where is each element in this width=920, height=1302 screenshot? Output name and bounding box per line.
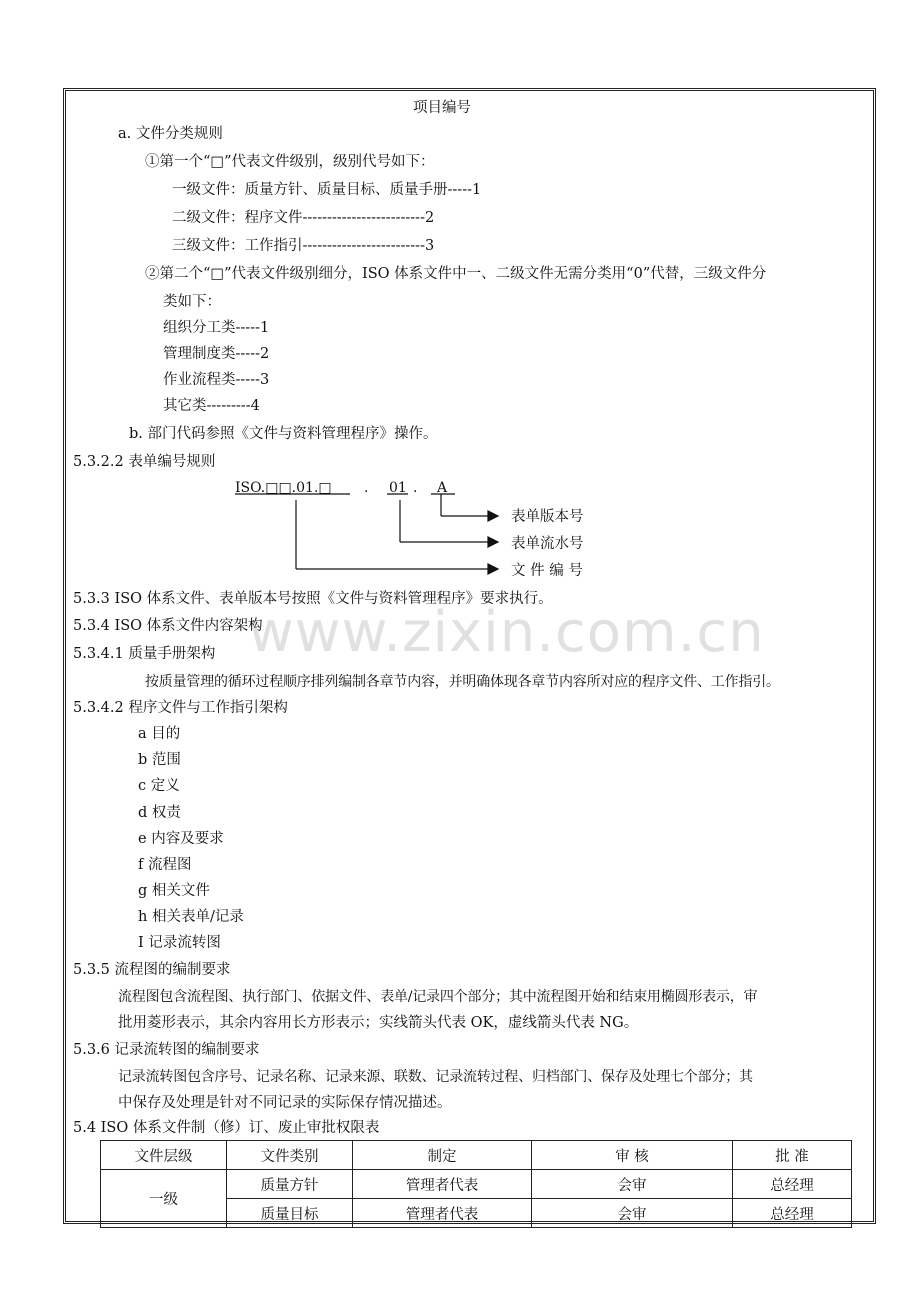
table-header-cell: 批 准 [733, 1141, 852, 1170]
table-cell: 总经理 [733, 1170, 852, 1199]
table-level-cell: 一级 [101, 1170, 227, 1228]
table-header-cell: 文件层级 [101, 1141, 227, 1170]
arrow-serial-icon [488, 537, 498, 547]
list-item: b 范围 [138, 752, 181, 768]
list-item: h 相关表单/记录 [138, 909, 244, 925]
form-dot-1: . [364, 480, 369, 496]
form-dot-2: . [413, 480, 418, 496]
table-cell: 管理者代表 [353, 1199, 532, 1228]
label-form-serial: 表单流水号 [511, 536, 584, 552]
table-cell: 会审 [532, 1199, 733, 1228]
approval-authority-table [100, 1140, 852, 1228]
a-heading: a. 文件分类规则 [118, 126, 223, 142]
section-535: 5.3.5 流程图的编制要求 [73, 962, 231, 978]
list-item: a 目的 [138, 726, 181, 742]
table-header-cell: 文件类别 [227, 1141, 353, 1170]
form-code-version: A [437, 480, 448, 496]
arrow-docno-icon [488, 564, 498, 574]
section-533: 5.3.3 ISO 体系文件、表单版本号按照《文件与资料管理程序》要求执行。 [73, 591, 553, 607]
level-2: 二级文件：程序文件-------------------------2 [172, 210, 435, 226]
table-header-row [101, 1141, 852, 1170]
section-5322: 5.3.2.2 表单编号规则 [73, 454, 216, 470]
watermark: www.zixin.com.cn [248, 600, 765, 665]
table-cell: 会审 [532, 1170, 733, 1199]
category-3: 作业流程类-----3 [163, 372, 270, 388]
section-5342: 5.3.4.2 程序文件与工作指引架构 [73, 700, 288, 716]
list-item: e 内容及要求 [138, 831, 224, 847]
category-1: 组织分工类-----1 [163, 320, 270, 336]
category-2: 管理制度类-----2 [163, 346, 270, 362]
label-doc-number: 文 件 编 号 [511, 563, 583, 579]
table-cell: 质量目标 [227, 1199, 353, 1228]
form-code-serial: 01 [389, 480, 407, 496]
rule-2-line1: ②第二个“□”代表文件级别细分，ISO 体系文件中一、二级文件无需分类用“0”代替，三级文件分 [145, 266, 767, 282]
table-cell: 总经理 [733, 1199, 852, 1228]
section-536-body-1: 记录流转图包含序号、记录名称、记录来源、联数、记录流转过程、归档部门、保存及处理七个部分；其 [118, 1069, 753, 1085]
level-1: 一级文件：质量方针、质量目标、质量手册-----1 [172, 182, 482, 198]
list-item: I 记录流转图 [138, 935, 221, 951]
rule-1: ①第一个“□”代表文件级别，级别代号如下： [145, 154, 435, 170]
level-3: 三级文件：工作指引-------------------------3 [172, 238, 435, 254]
section-536: 5.3.6 记录流转图的编制要求 [73, 1042, 260, 1058]
table-cell: 管理者代表 [353, 1170, 532, 1199]
label-form-version: 表单版本号 [511, 509, 584, 525]
form-code-prefix: ISO.□□.01.□ [235, 480, 332, 496]
list-item: d 权责 [138, 805, 181, 821]
section-536-body-2: 中保存及处理是针对不同记录的实际保存情况描述。 [118, 1095, 452, 1111]
list-item: g 相关文件 [138, 883, 210, 899]
table-row [101, 1170, 852, 1199]
table-header-cell: 审 核 [532, 1141, 733, 1170]
page-title: 项目编号 [413, 100, 471, 116]
section-534: 5.3.4 ISO 体系文件内容架构 [73, 618, 263, 634]
section-535-body-2: 批用菱形表示，其余内容用长方形表示；实线箭头代表 OK，虚线箭头代表 NG。 [118, 1015, 639, 1031]
rule-2-line2: 类如下： [163, 294, 221, 310]
table-cell: 质量方针 [227, 1170, 353, 1199]
list-item: c 定义 [138, 778, 180, 794]
category-4: 其它类---------4 [163, 398, 260, 414]
table-header-cell: 制定 [353, 1141, 532, 1170]
section-5341: 5.3.4.1 质量手册架构 [73, 646, 216, 662]
b-line: b. 部门代码参照《文件与资料管理程序》操作。 [129, 426, 438, 442]
list-item: f 流程图 [138, 857, 192, 873]
section-5341-body: 按质量管理的循环过程顺序排列编制各章节内容，并明确体现各章节内容所对应的程序文件、工作指引。 [145, 674, 780, 690]
section-54: 5.4 ISO 体系文件制（修）订、废止审批权限表 [73, 1120, 380, 1136]
arrow-version-icon [488, 511, 498, 521]
section-535-body-1: 流程图包含流程图、执行部门、依据文件、表单/记录四个部分；其中流程图开始和结束用椭圆形表示，审 [118, 989, 758, 1005]
